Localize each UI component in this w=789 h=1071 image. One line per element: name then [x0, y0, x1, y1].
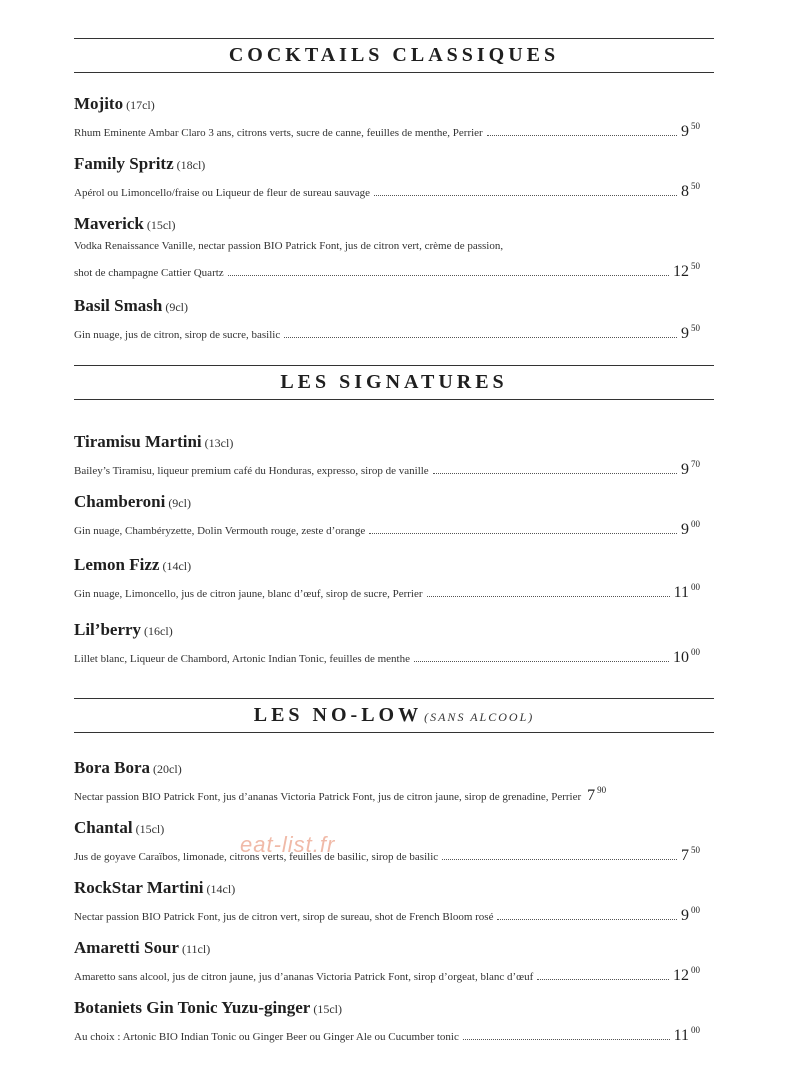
- item-name-line: [74, 294, 700, 318]
- item-volume: (18cl): [176, 158, 206, 172]
- price-euros: 7: [587, 787, 596, 804]
- item-volume: (9cl): [165, 300, 188, 314]
- item-description: Vodka Renaissance Vanille, nectar passion BIO Patrick Font, jus de citron vert, crème de passion,: [74, 240, 504, 252]
- dot-leader: [442, 849, 677, 860]
- price-euros: 10: [673, 649, 689, 666]
- item-name: RockStar Martini: [74, 878, 204, 897]
- item-name-line: [74, 996, 700, 1020]
- price-cents: 50: [691, 323, 700, 333]
- menu-item: [74, 756, 700, 804]
- section-header: [74, 38, 714, 73]
- item-description-row: [74, 256, 700, 280]
- price-cents: 00: [691, 582, 700, 592]
- menu-item: [74, 294, 700, 342]
- item-price: [681, 840, 700, 866]
- dot-leader: [537, 969, 669, 980]
- dot-leader: [497, 909, 677, 920]
- item-name: Amaretti Sour: [74, 938, 179, 957]
- price-cents: 90: [597, 785, 607, 795]
- item-name: Tiramisu Martini: [74, 432, 202, 451]
- price-euros: 7: [681, 847, 689, 864]
- item-volume: (16cl): [144, 624, 173, 638]
- dot-leader: [228, 265, 669, 276]
- item-price: [674, 577, 700, 603]
- item-name-line: [74, 756, 700, 780]
- item-description: Gin nuage, jus de citron, sirop de sucre, basilic: [74, 329, 281, 341]
- item-name: Chamberoni: [74, 492, 166, 511]
- item-description-row: [74, 960, 700, 984]
- item-description-row: [74, 454, 700, 478]
- item-description: Nectar passion BIO Patrick Font, jus d’ananas Victoria Patrick Font, jus de citron jaune, sirop de grenadine, Perrier: [74, 791, 582, 803]
- item-volume: (14cl): [162, 559, 192, 573]
- item-price: [673, 642, 700, 668]
- section-header: [74, 365, 714, 400]
- section-title: LES NO-LOW: [253, 704, 423, 726]
- dot-leader: [414, 651, 669, 662]
- item-price: [681, 116, 700, 142]
- price-cents: 70: [691, 459, 700, 469]
- price-euros: 9: [681, 325, 689, 342]
- dot-leader: [369, 523, 677, 534]
- dot-leader: [433, 463, 677, 474]
- item-price: [681, 454, 700, 480]
- section-header: [74, 698, 714, 733]
- item-description: Nectar passion BIO Patrick Font, jus de citron vert, sirop de sureau, shot de French Bloom rosé: [74, 911, 494, 923]
- menu-item: [74, 936, 700, 984]
- price-cents: 50: [691, 181, 700, 191]
- item-name: Lemon Fizz: [74, 555, 160, 574]
- item-description: Rhum Eminente Ambar Claro 3 ans, citrons verts, sucre de canne, feuilles de menthe, Perrier: [74, 127, 483, 139]
- item-name: Family Spritz: [74, 154, 174, 173]
- menu-item: [74, 152, 700, 200]
- price-cents: 50: [691, 121, 700, 131]
- item-name: Basil Smash: [74, 296, 163, 315]
- item-description: shot de champagne Cattier Quartz: [74, 267, 224, 279]
- item-volume: (15cl): [313, 1002, 342, 1016]
- price-euros: 11: [673, 584, 689, 601]
- item-description-row: [74, 514, 700, 538]
- price-cents: 00: [691, 965, 700, 975]
- price-euros: 8: [681, 183, 689, 200]
- price-euros: 9: [681, 521, 689, 538]
- price-cents: 00: [691, 519, 700, 529]
- item-name: Maverick: [74, 214, 144, 233]
- price-euros: 9: [681, 907, 689, 924]
- item-description: Lillet blanc, Liqueur de Chambord, Artonic Indian Tonic, feuilles de menthe: [74, 653, 410, 665]
- menu-item: [74, 92, 700, 140]
- item-description: Gin nuage, Limoncello, jus de citron jaune, blanc d’œuf, sirop de sucre, Perrier: [74, 588, 423, 600]
- item-volume: (20cl): [153, 762, 182, 776]
- price-euros: 12: [673, 263, 689, 280]
- item-name-line: [74, 430, 700, 454]
- item-volume: (15cl): [146, 218, 176, 232]
- section-title: LES SIGNATURES: [280, 371, 508, 393]
- dot-leader: [374, 185, 677, 196]
- item-name-line: [74, 212, 700, 236]
- item-description: Apérol ou Limoncello/fraise ou Liqueur de fleur de sureau sauvage: [74, 187, 370, 199]
- item-description-row: [74, 840, 700, 864]
- item-description: Bailey’s Tiramisu, liqueur premium café du Honduras, expresso, sirop de vanille: [74, 465, 429, 477]
- menu-item: [74, 996, 700, 1044]
- price-euros: 11: [673, 1027, 689, 1044]
- item-price: [681, 514, 700, 540]
- price-euros: 9: [681, 123, 689, 140]
- item-volume: (17cl): [126, 98, 155, 112]
- item-volume: (14cl): [206, 882, 236, 896]
- menu-item: [74, 876, 700, 924]
- item-name: Bora Bora: [74, 758, 151, 777]
- item-volume: (15cl): [135, 822, 165, 836]
- menu-item: [74, 490, 700, 538]
- price-cents: 00: [691, 1025, 700, 1035]
- item-price: [674, 1020, 700, 1046]
- watermark: eat-list.fr: [240, 832, 336, 857]
- dot-leader: [463, 1029, 670, 1040]
- item-description-row: [74, 780, 700, 804]
- item-name-line: [74, 876, 700, 900]
- item-volume: (9cl): [168, 496, 191, 510]
- item-name-line: [74, 152, 700, 176]
- price-cents: 00: [691, 905, 700, 915]
- item-name-line: [74, 816, 700, 840]
- price-euros: 12: [673, 967, 689, 984]
- item-description: Au choix : Artonic BIO Indian Tonic ou Ginger Beer ou Ginger Ale ou Cucumber tonic: [74, 1031, 459, 1043]
- section-subtitle: (SANS ALCOOL): [424, 710, 535, 724]
- menu-item: [74, 212, 700, 280]
- menu-item: [74, 553, 700, 601]
- price-euros: 9: [681, 461, 689, 478]
- item-description-row: [74, 116, 700, 140]
- item-price: [681, 900, 700, 926]
- item-volume: (13cl): [204, 436, 234, 450]
- item-description: Amaretto sans alcool, jus de citron jaune, jus d’ananas Victoria Patrick Font, sirop d’orgeat, blanc d’œuf: [74, 971, 534, 983]
- dot-leader: [583, 790, 585, 800]
- menu-item: [74, 816, 700, 864]
- price-cents: 50: [691, 261, 700, 271]
- section-title: COCKTAILS CLASSIQUES: [228, 44, 560, 66]
- item-name: Mojito: [74, 94, 124, 113]
- item-name-line: [74, 553, 700, 577]
- item-volume: (11cl): [181, 942, 211, 956]
- item-price: [673, 960, 700, 986]
- item-price: [587, 780, 606, 806]
- dot-leader: [284, 327, 677, 338]
- menu-item: [74, 618, 700, 666]
- item-description-row: [74, 318, 700, 342]
- price-cents: 00: [691, 647, 700, 657]
- dot-leader: [427, 586, 670, 597]
- menu-item: [74, 430, 700, 478]
- item-description: Gin nuage, Chambéryzette, Dolin Vermouth rouge, zeste d’orange: [74, 525, 366, 537]
- item-name: Botaniets Gin Tonic Yuzu-ginger: [74, 998, 311, 1017]
- item-description-row: [74, 577, 700, 601]
- item-name: Chantal: [74, 818, 133, 837]
- item-description-row: [74, 900, 700, 924]
- item-name: Lil’berry: [74, 620, 142, 639]
- price-cents: 50: [691, 845, 700, 855]
- item-name-line: [74, 490, 700, 514]
- item-name-line: [74, 618, 700, 642]
- item-description-row: [74, 1020, 700, 1044]
- item-price: [681, 318, 700, 344]
- item-price: [673, 256, 700, 282]
- item-price: [681, 176, 700, 202]
- item-description: Jus de goyave Caraïbos, limonade, citrons verts, feuilles de basilic, sirop de basilic: [74, 851, 439, 863]
- item-description-row: [74, 642, 700, 666]
- item-description-row: [74, 176, 700, 200]
- item-name-line: [74, 92, 700, 116]
- item-name-line: [74, 936, 700, 960]
- dot-leader: [487, 125, 677, 136]
